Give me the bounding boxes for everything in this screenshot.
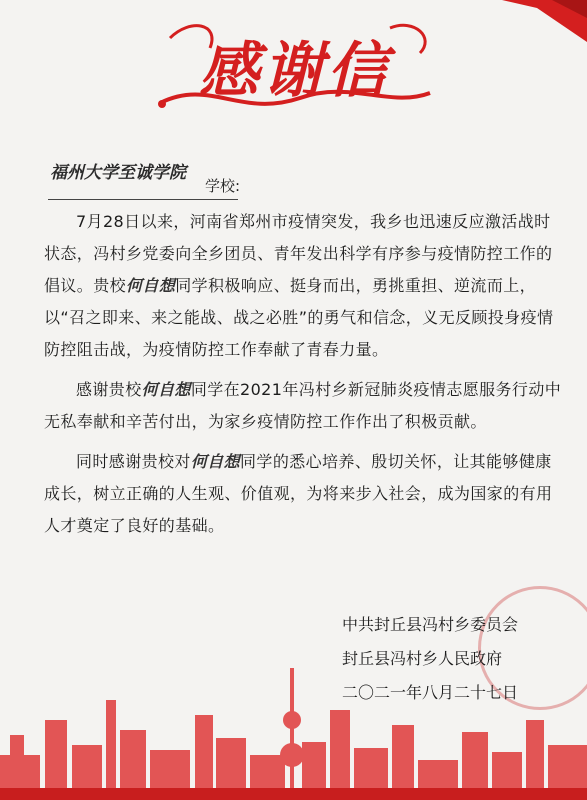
salutation-underline (48, 199, 238, 200)
salutation-handwritten: 福州大学至诚学院 (50, 163, 186, 183)
signature-org-2: 封丘县冯村乡人民政府 (342, 649, 503, 668)
handwritten-student-name: 何自想 (126, 276, 176, 295)
letter-title: 感谢信 (199, 35, 391, 106)
signature-org-1: 中共封丘县冯村乡委员会 (342, 615, 519, 634)
paragraph-3: 同时感谢贵校对何自想同学的悉心培养、殷切关怀，让其能够健康成长，树立正确的人生观、价值观，为将来步入社会，成为国家的有用人才奠定了良好的基础。 (44, 452, 553, 535)
handwritten-student-name: 何自想 (141, 380, 191, 399)
corner-ribbon-decoration (467, 0, 587, 60)
paragraph-2: 感谢贵校何自想同学在2021年冯村乡新冠肺炎疫情志愿服务行动中无私奉献和辛苦付出，为家乡疫情防控工作作出了积极贡献。 (44, 380, 562, 431)
salutation-suffix: 学校: (205, 177, 241, 195)
city-skyline-decoration (0, 660, 587, 800)
paragraph-1: 7月28日以来，河南省郑州市疫情突发，我乡也迅速反应激活战时状态，冯村乡党委向全乡团员、青年发出科学有序参与疫情防控工作的倡议。贵校何自想同学积极响应、挺身而出，勇挑重担、逆流而上，以“召之即来、来之能战、战之必胜”的勇气和信念，义无反顾投身疫情防控阻击战，为疫情防控工作奉献了青春力量。 (44, 212, 554, 359)
title-banner (150, 8, 440, 123)
signature-date: 二〇二一年八月二十七日 (342, 683, 519, 702)
handwritten-student-name: 何自想 (190, 452, 241, 471)
letter-body (44, 206, 564, 550)
